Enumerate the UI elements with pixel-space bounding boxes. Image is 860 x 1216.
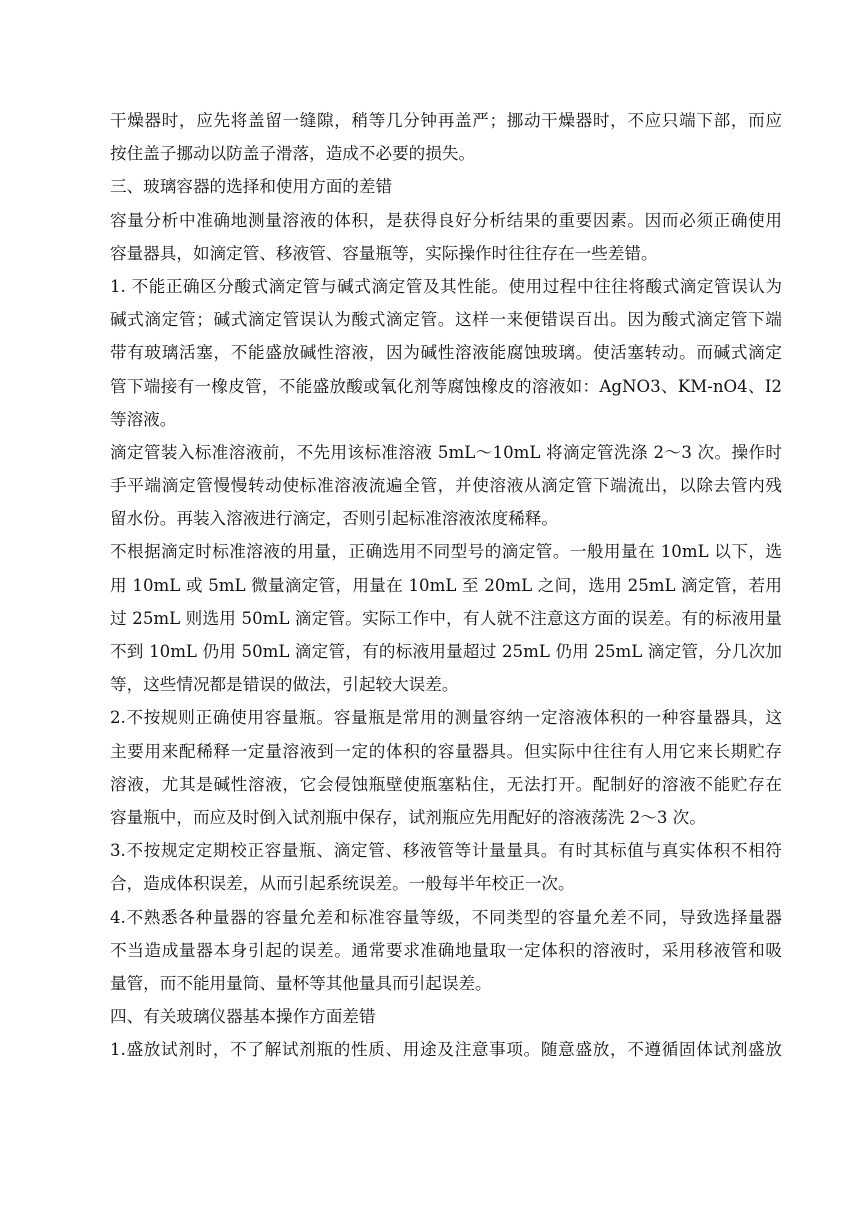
text-line: 1. 不能正确区分酸式滴定管与碱式滴定管及其性能。使用过程中往往将酸式滴定管误认为 [110, 276, 782, 296]
text-line: 管下端接有一橡皮管，不能盛放酸或氧化剂等腐蚀橡皮的溶液如：AgNO3、KM-nO4、I2 [110, 376, 782, 396]
text-line: 不根据滴定时标准溶液的用量，正确选用不同型号的滴定管。一般用量在 10mL 以下，选 [110, 542, 782, 562]
text-line: 4.不熟悉各种量器的容量允差和标准容量等级，不同类型的容量允差不同，导致选择量器 [110, 907, 782, 927]
text-line: 合，造成体积误差，从而引起系统误差。一般每半年校正一次。 [110, 874, 575, 894]
text-line: 过 25mL 则选用 50mL 滴定管。实际工作中，有人就不注意这方面的误差。有的标液用量 [110, 608, 782, 628]
text-line: 量管，而不能用量筒、量杯等其他量具而引起误差。 [110, 973, 492, 993]
text-line: 等溶液。 [110, 409, 177, 429]
text-line: 主要用来配稀释一定量溶液到一定的体积的容量器具。但实际中往往有人用它来长期贮存 [110, 741, 782, 761]
text-line: 四、有关玻璃仪器基本操作方面差错 [110, 1007, 376, 1027]
text-line: 带有玻璃活塞，不能盛放碱性溶液，因为碱性溶液能腐蚀玻璃。使活塞转动。而碱式滴定 [110, 343, 782, 363]
text-line: 留水份。再装入溶液进行滴定，否则引起标准溶液浓度稀释。 [110, 509, 559, 529]
text-line: 2.不按规则正确使用容量瓶。容量瓶是常用的测量容纳一定溶液体积的一种容量器具，这 [110, 708, 782, 728]
text-line: 3.不按规定定期校正容量瓶、滴定管、移液管等计量量具。有时其标值与真实体积不相符 [110, 841, 782, 861]
text-line: 手平端滴定管慢慢转动使标准溶液流遍全管，并使溶液从滴定管下端流出，以除去管内残 [110, 476, 782, 496]
text-line: 不当造成量器本身引起的误差。通常要求准确地量取一定体积的溶液时，采用移液管和吸 [110, 940, 782, 960]
text-line: 不到 10mL 仍用 50mL 滴定管，有的标液用量超过 25mL 仍用 25mL 滴定管，分几次加 [110, 642, 782, 661]
text-line: 按住盖子挪动以防盖子滑落，造成不必要的损失。 [110, 144, 476, 164]
text-line: 容量瓶中，而应及时倒入试剂瓶中保存，试剂瓶应先用配好的溶液荡洗 2～3 次。 [110, 807, 706, 827]
text-line: 容量分析中准确地测量溶液的体积，是获得良好分析结果的重要因素。因而必须正确使用 [110, 210, 782, 230]
text-line: 碱式滴定管；碱式滴定管误认为酸式滴定管。这样一来便错误百出。因为酸式滴定管下端 [110, 310, 782, 330]
text-line: 三、玻璃容器的选择和使用方面的差错 [110, 177, 393, 197]
text-line: 用 10mL 或 5mL 微量滴定管，用量在 10mL 至 20mL 之间，选用 25mL 滴定管，若用 [110, 575, 782, 595]
text-line: 等，这些情况都是错误的做法，引起较大误差。 [110, 675, 459, 695]
text-line: 1.盛放试剂时，不了解试剂瓶的性质、用途及注意事项。随意盛放，不遵循固体试剂盛放 [110, 1040, 782, 1060]
text-line: 干燥器时，应先将盖留一缝隙，稍等几分钟再盖严；挪动干燥器时，不应只端下部，而应 [110, 111, 782, 130]
text-line: 滴定管装入标准溶液前，不先用该标准溶液 5mL～10mL 将滴定管洗涤 2～3 次。操作时 [110, 442, 782, 462]
text-line: 溶液，尤其是碱性溶液，它会侵蚀瓶壁使瓶塞粘住，无法打开。配制好的溶液不能贮存在 [110, 774, 782, 794]
document-page [110, 104, 782, 1066]
text-line: 容量器具，如滴定管、移液管、容量瓶等，实际操作时往往存在一些差错。 [110, 243, 658, 263]
